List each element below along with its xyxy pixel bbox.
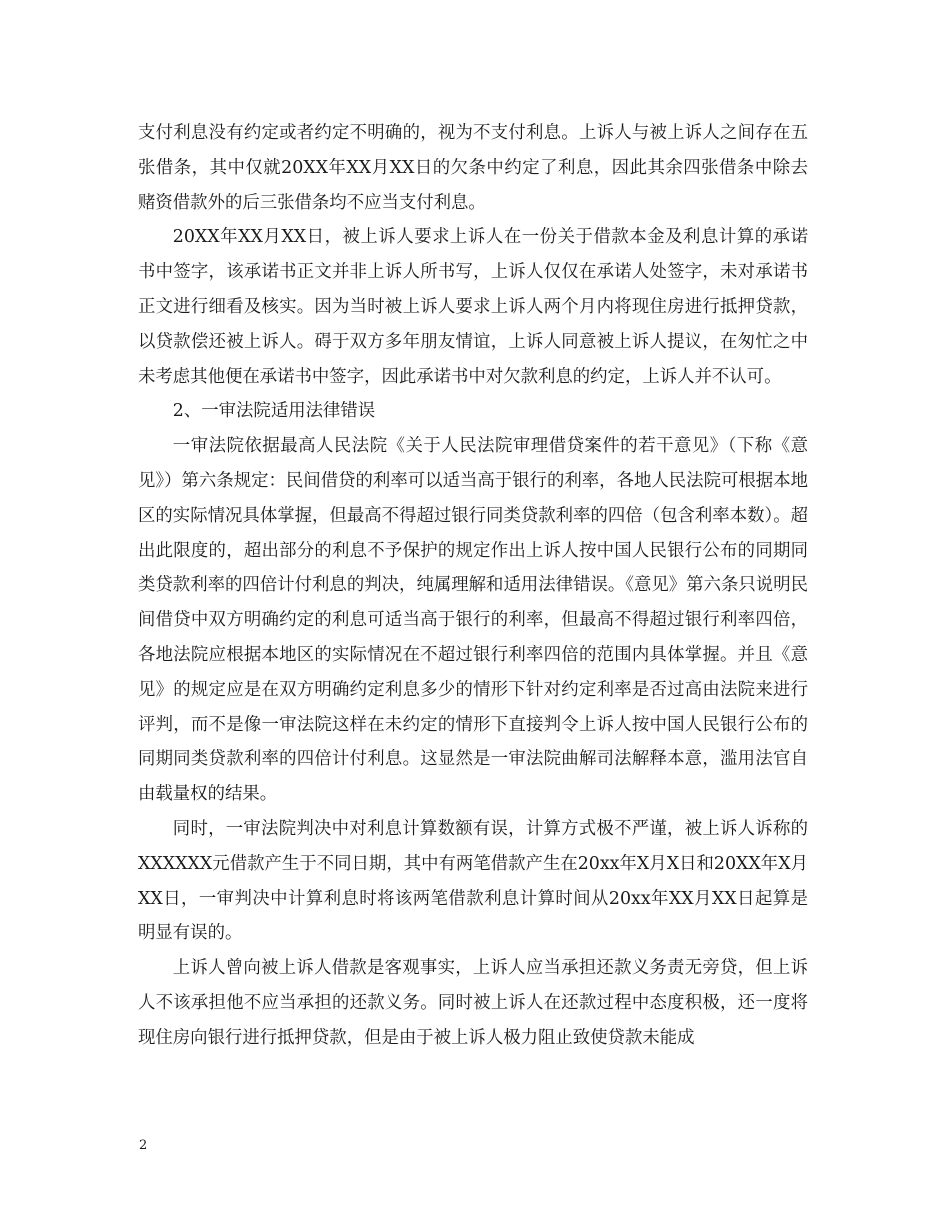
- document-body: [138, 116, 808, 1056]
- paragraph-2: 20XX年XX月XX日，被上诉人要求上诉人在一份关于借款本金及利息计算的承诺书中签字，该承诺书正文并非上诉人所书写，上诉人仅仅在承诺人处签字，未对承诺书正文进行细看及核实。因为当时被上诉人要求上诉人两个月内将现住房进行抵押贷款，以贷款偿还被上诉人。碍于双方多年朋友情谊，上诉人同意被上诉人提议，在匆忙之中未考虑其他便在承诺书中签字，因此承诺书中对欠款利息的约定，上诉人并不认可。: [138, 227, 808, 387]
- paragraph-5: 上诉人曾向被上诉人借款是客观事实，上诉人应当承担还款义务责无旁贷，但上诉人不该承担他不应当承担的还款义务。同时被上诉人在还款过程中态度积极，还一度将现住房向银行进行抵押贷款，但是由于被上诉人极力阻止致使贷款未能成: [138, 958, 808, 1048]
- paragraph-4: 同时，一审法院判决中对利息计算数额有误，计算方式极不严谨，被上诉人诉称的XXXXXX元借款产生于不同日期，其中有两笔借款产生在20xx年X月X日和20XX年X月XX日，一审判决中计算利息时将该两笔借款利息计算时间从20xx年XX月XX日起算是明显有误的。: [138, 818, 808, 944]
- paragraph-1: 支付利息没有约定或者约定不明确的，视为不支付利息。上诉人与被上诉人之间存在五张借条，其中仅就20XX年XX月XX日的欠条中约定了利息，因此其余四张借条中除去赌资借款外的后三张借条均不应当支付利息。: [138, 123, 808, 213]
- section-heading: 2、一审法院适用法律错误: [172, 401, 376, 422]
- paragraph-3: 一审法院依据最高人民法院《关于人民法院审理借贷案件的若干意见》（下称《意见》）第六条规定：民间借贷的利率可以适当高于银行的利率，各地人民法院可根据本地区的实际情况具体掌握，但最高不得超过银行同类贷款利率的四倍（包含利率本数）。超出此限度的，超出部分的利息不予保护的规定作出上诉人按中国人民银行公布的同期同类贷款利率的四倍计付利息的判决，纯属理解和适用法律错误。《意见》第六条只说明民间借贷中双方明确约定的利息可适当高于银行的利率，但最高不得超过银行利率四倍，各地法院应根据本地区的实际情况在不超过银行利率四倍的范围内具体掌握。并且《意见》的规定应是在双方明确约定利息多少的情形下针对约定利率是否过高由法院来进行评判，而不是像一审法院这样在未约定的情形下直接判令上诉人按中国人民银行公布的同期同类贷款利率的四倍计付利息。这显然是一审法院曲解司法解释本意，滥用法官自由载量权的结果。: [138, 436, 808, 805]
- page-number: 2: [139, 1138, 148, 1153]
